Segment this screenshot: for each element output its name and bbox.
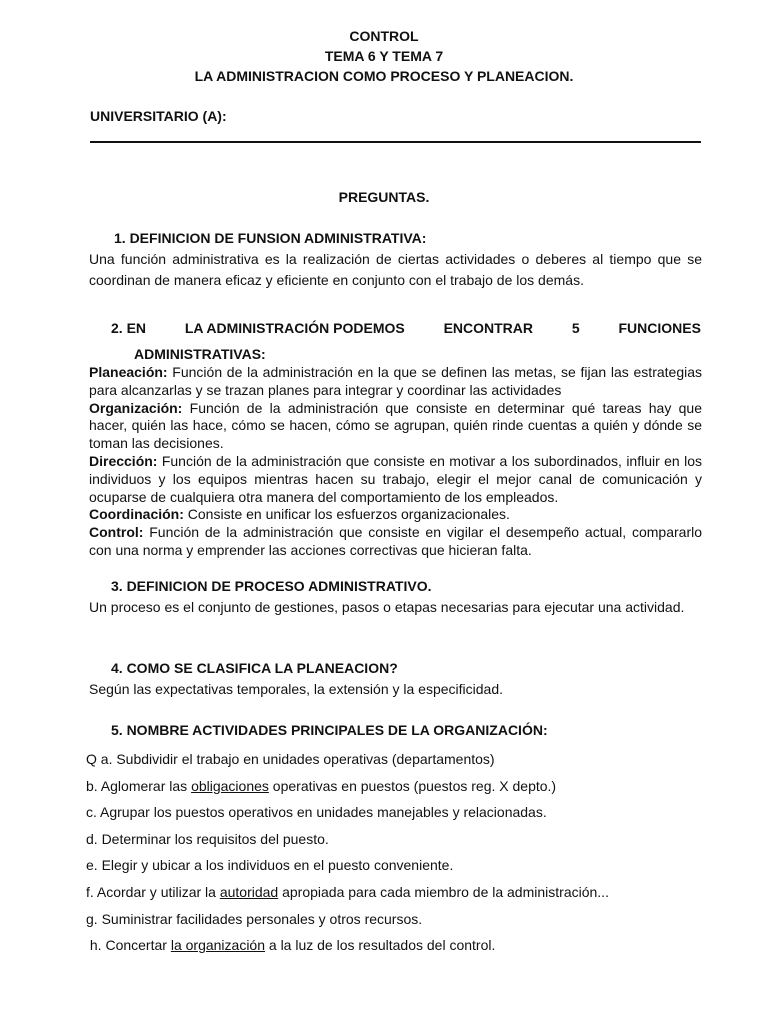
list-item: e. Elegir y ubicar a los individuos en el puesto conveniente.	[86, 857, 454, 874]
q2-functions	[89, 364, 702, 560]
q1-answer: Una función administrativa es la realización de ciertas actividades o deberes al tiempo que se coordinan de manera eficaz y eficiente en conjunto con el trabajo de los demás.	[89, 251, 702, 288]
list-item: b. Aglomerar las obligaciones operativas en puestos (puestos reg. X depto.)	[86, 777, 557, 794]
q5-list	[86, 746, 726, 959]
q3-answer: Un proceso es el conjunto de gestiones, pasos o etapas necesarias para ejecutar una actividad.	[89, 599, 685, 615]
function-text: Función de la administración que consiste en determinar qué tareas hay que hacer, quién las hace, cómo se hacen, cómo se agrupan, quién rinde cuentas a quién y dónde se toman las decisiones.	[89, 399, 702, 452]
q4-answer: Según las expectativas temporales, la extensión y la especificidad.	[89, 681, 504, 697]
list-item: h. Concertar la organización a la luz de los resultados del control.	[86, 937, 496, 954]
function-term: Organización:	[89, 399, 183, 416]
link-la-organizacion[interactable]: la organización	[170, 937, 265, 954]
list-item: c. Agrupar los puestos operativos en unidades manejables y relacionadas.	[86, 804, 547, 821]
list-item: Q a. Subdividir el trabajo en unidades operativas (departamentos)	[86, 751, 495, 767]
header-line-2: TEMA 6 Y TEMA 7	[324, 48, 444, 64]
header-line-3: LA ADMINISTRACION COMO PROCESO Y PLANEACION.	[194, 68, 574, 84]
list-item: g. Suministrar facilidades personales y otros recursos.	[86, 910, 423, 927]
function-control	[89, 524, 702, 560]
function-term: Coordinación:	[89, 506, 184, 523]
link-obligaciones[interactable]: obligaciones	[191, 777, 269, 794]
function-direccion	[89, 453, 702, 506]
q4-heading: 4. COMO SE CLASIFICA LA PLANEACION?	[111, 660, 398, 676]
q2-heading-line-2: ADMINISTRATIVAS:	[134, 346, 266, 362]
function-text: Función de la administración en la que se definen las metas, se fijan las estrategias para alcanzarlas y se trazan planes para integrar y coordinar las actividades	[89, 364, 702, 398]
q2-heading-word: LA ADMINISTRACIÓN PODEMOS	[184, 320, 405, 336]
function-planeacion	[89, 364, 702, 400]
student-label: UNIVERSITARIO (A):	[90, 108, 227, 124]
q2-heading-word: ENCONTRAR	[443, 320, 534, 336]
function-coordinacion	[89, 506, 702, 524]
header-line-1: CONTROL	[349, 28, 419, 44]
q1-heading: 1. DEFINICION DE FUNSION ADMINISTRATIVA:	[114, 230, 427, 246]
q2-heading-word: 5	[571, 320, 580, 336]
function-text: Función de la administración que consiste en motivar a los subordinados, influir en los individuos y los equipos mientras hacen su trabajo, elegir el mejor canal de comunicación y ocuparse de cualquiera otra manera del comportamiento de los empleados.	[89, 452, 702, 505]
function-text: Consiste en unificar los esfuerzos organizacionales.	[183, 506, 510, 523]
name-line	[90, 141, 701, 143]
function-term: Planeación:	[89, 364, 168, 380]
function-term: Control:	[89, 524, 144, 541]
list-item: f. Acordar y utilizar la autoridad apropiada para cada miembro de la administración...	[86, 883, 609, 900]
function-organizacion	[89, 400, 702, 453]
questions-title: PREGUNTAS.	[338, 189, 430, 205]
q3-heading: 3. DEFINICION DE PROCESO ADMINISTRATIVO.	[111, 578, 432, 594]
q2-heading	[111, 320, 701, 336]
document-header	[0, 26, 768, 86]
q5-heading: 5. NOMBRE ACTIVIDADES PRINCIPALES DE LA ORGANIZACIÓN:	[111, 722, 548, 738]
q2-heading-word: FUNCIONES	[618, 320, 701, 336]
q2-heading-word: 2. EN	[111, 320, 147, 336]
link-autoridad[interactable]: autoridad	[219, 883, 279, 900]
list-item: d. Determinar los requisitos del puesto.	[86, 830, 329, 847]
function-text: Función de la administración que consiste en vigilar el desempeño actual, compararlo con una norma y emprender las acciones correctivas que hicieran falta.	[89, 524, 702, 558]
function-term: Dirección:	[89, 452, 158, 469]
